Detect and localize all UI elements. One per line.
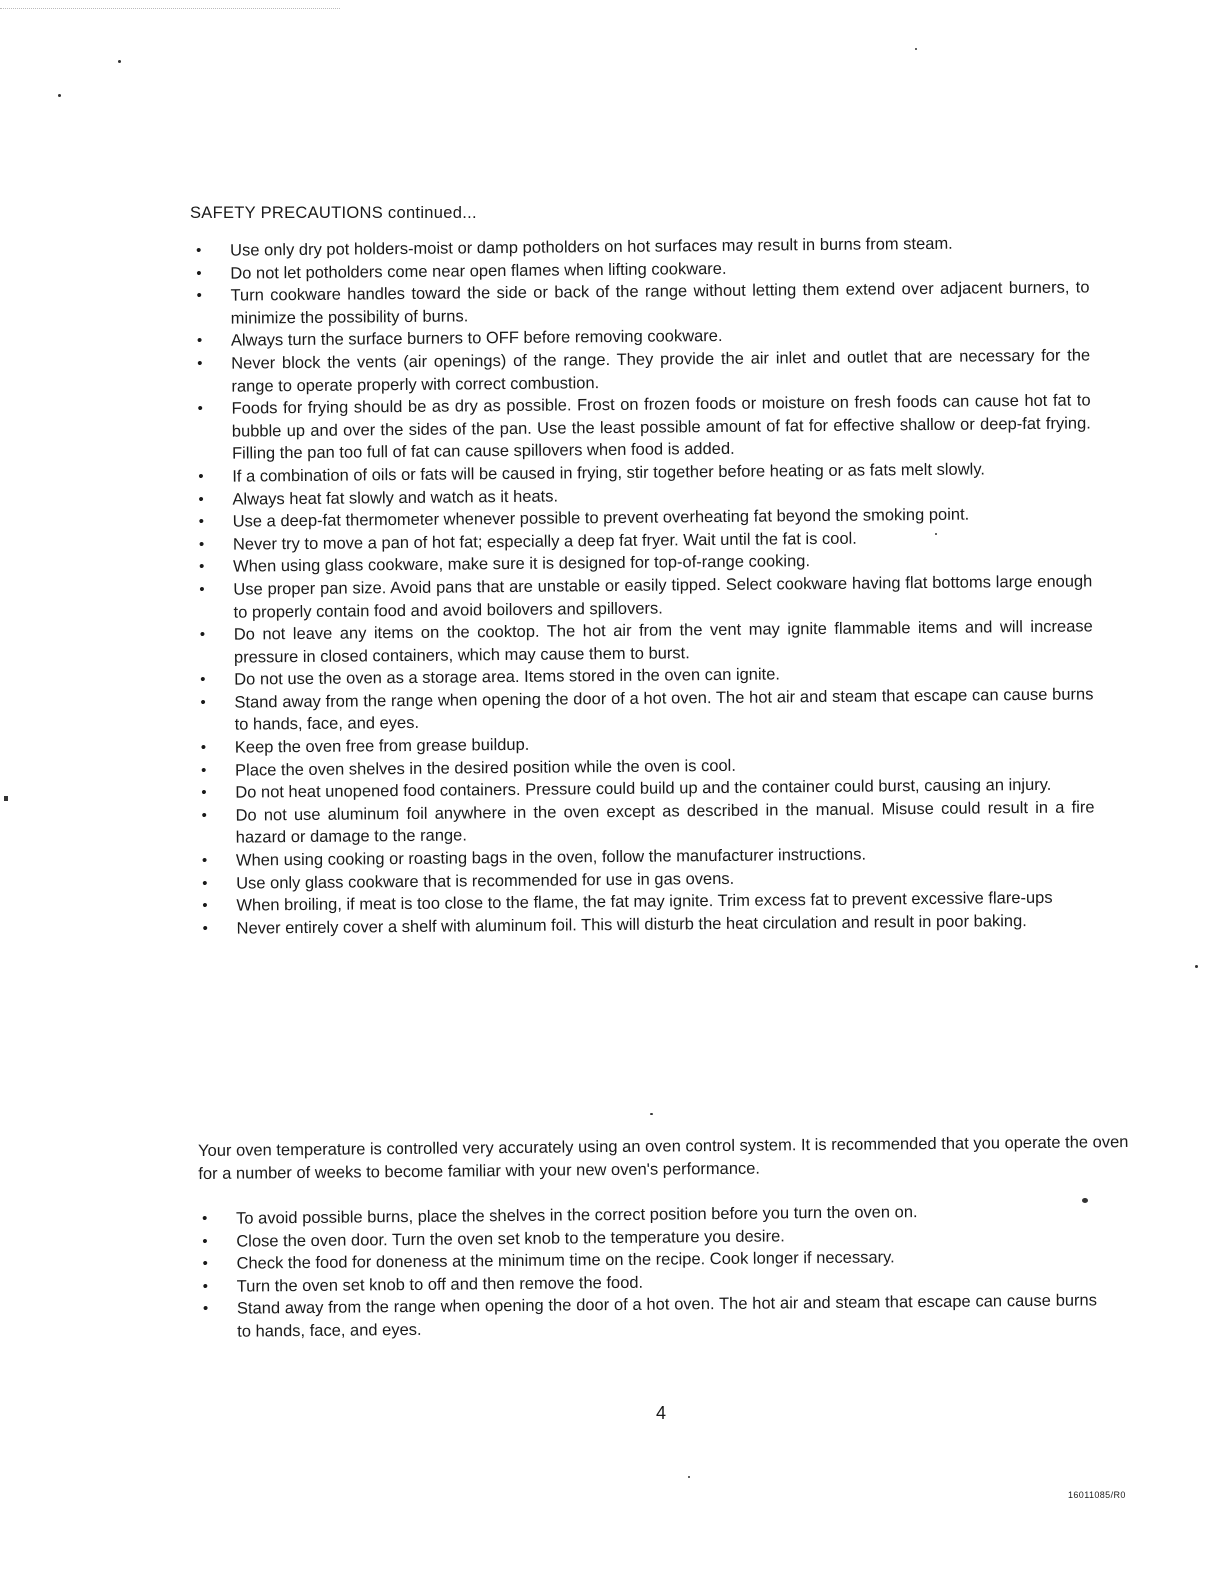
scan-speck [688, 1476, 690, 1478]
list-item: • Always turn the surface burners to OFF before removing cookware. [195, 322, 1090, 353]
list-item: • Keep the oven free from grease buildup. [199, 728, 1094, 759]
list-item: • Never try to move a pan of hot fat; especially a deep fat fryer. Wait until the fat is cool. [197, 525, 1092, 556]
list-item: • Do not let potholders come near open flames when lifting cookware. [194, 254, 1089, 285]
scan-speck [4, 796, 8, 801]
page-number: 4 [656, 1403, 667, 1423]
list-item: • Close the oven door. Turn the oven set knob to the temperature you desire. [200, 1222, 1096, 1253]
list-item: • Use only dry pot holders-moist or damp potholders on hot surfaces may result in burns from steam. [194, 231, 1089, 262]
list-item: • When broiling, if meat is too close to the flame, the fat may ignite. Trim excess fat to prevent excessive flare-ups [200, 887, 1095, 918]
list-item: • Do not use the oven as a storage area. Items stored in the oven can ignite. [198, 661, 1093, 692]
list-item: • When using glass cookware, make sure it is designed for top-of-range cooking. [197, 548, 1092, 579]
list-item: • Turn the oven set knob to off and then remove the food. [201, 1267, 1097, 1298]
scan-speck [1195, 965, 1198, 968]
scan-speck [118, 60, 121, 63]
oven-steps-list [200, 1199, 1097, 1343]
scan-artifact-line [0, 8, 340, 10]
list-item: • Use proper pan size. Avoid pans that are unstable or easily tipped. Select cookware having flat bottoms large enough to properly contain food and avoid boilovers and spillovers. [197, 570, 1092, 624]
list-item: • When using cooking or roasting bags in the oven, follow the manufacturer instructions. [200, 841, 1095, 872]
list-item: • Turn cookware handles toward the side or back of the range without letting them extend over adjacent burners, to minimize the possibility of burns. [194, 277, 1089, 331]
section-heading: SAFETY PRECAUTIONS continued... [190, 204, 477, 222]
list-item: • Do not leave any items on the cooktop. The hot air from the vent may ignite flammable items and will increase pressure in closed containers, which may cause them to burst. [198, 615, 1093, 669]
list-item: • Use a deep-fat thermometer whenever possible to prevent overheating fat beyond the smoking point. [197, 503, 1092, 534]
list-item: • Stand away from the range when opening the door of a hot oven. The hot air and steam that escape can cause burns to hands, face, and eyes. [201, 1290, 1097, 1344]
scan-speck [650, 1113, 653, 1115]
list-item: • Never entirely cover a shelf with aluminum foil. This will disturb the heat circulation and result in poor baking. [201, 909, 1096, 940]
list-item: • Check the food for doneness at the minimum time on the recipe. Cook longer if necessary. [200, 1245, 1096, 1276]
oven-intro-paragraph: Your oven temperature is controlled very accurately using an oven control system. It is recommended that you operate the oven for a number of weeks to become familiar with your new oven's performance. [198, 1133, 1129, 1183]
safety-precautions-list [194, 231, 1096, 940]
scan-speck [915, 48, 917, 50]
list-item: • Place the oven shelves in the desired position while the oven is cool. [199, 751, 1094, 782]
list-item: • If a combination of oils or fats will be caused in frying, stir together before heating or as fats melt slowly. [196, 457, 1091, 488]
scan-speck [1082, 1198, 1088, 1203]
list-item: • Never block the vents (air openings) of the range. They provide the air inlet and outlet that are necessary for the range to operate properly with correct combustion. [195, 344, 1090, 398]
list-item: • Always heat fat slowly and watch as it heats. [196, 480, 1091, 511]
list-item: • Foods for frying should be as dry as possible. Frost on frozen foods or moisture on fresh foods can cause hot fat to bubble up and over the sides of the pan. Use the least possible amount of fat for effective shallow or deep-fat frying. Filling the pan too full of fat can cause spillovers when food is added. [196, 390, 1092, 466]
scan-speck [935, 533, 937, 535]
list-item: • Do not use aluminum foil anywhere in the oven except as described in the manual. Misuse could result in a fire hazard or damage to the range. [199, 796, 1094, 850]
document-code: 16011085/R0 [1068, 1490, 1126, 1500]
list-item: • Use only glass cookware that is recommended for use in gas ovens. [200, 864, 1095, 895]
list-item: • To avoid possible burns, place the shelves in the correct position before you turn the oven on. [200, 1199, 1096, 1230]
list-item: • Do not heat unopened food containers. Pressure could build up and the container could burst, causing an injury. [199, 774, 1094, 805]
list-item: • Stand away from the range when opening the door of a hot oven. The hot air and steam that escape can cause burns to hands, face, and eyes. [198, 683, 1093, 737]
scan-speck [58, 94, 61, 97]
